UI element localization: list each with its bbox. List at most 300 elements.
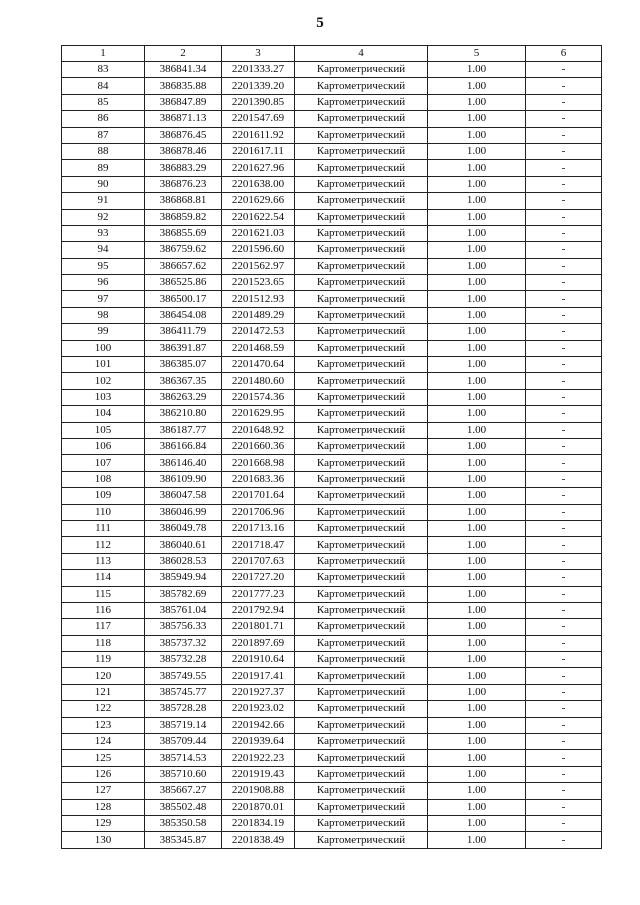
- x-coordinate-cell: 385756.33: [145, 619, 222, 635]
- x-coordinate-cell: 386883.29: [145, 160, 222, 176]
- table-row: [62, 488, 602, 504]
- table-row: [62, 537, 602, 553]
- table-row: [62, 340, 602, 356]
- y-coordinate-cell: 2201470.64: [222, 357, 295, 373]
- y-coordinate-cell: 2201512.93: [222, 291, 295, 307]
- point-number-cell: 121: [62, 684, 145, 700]
- table-row: [62, 438, 602, 454]
- accuracy-cell: 1.00: [428, 701, 526, 717]
- table-row: [62, 799, 602, 815]
- accuracy-cell: 1.00: [428, 537, 526, 553]
- x-coordinate-cell: 385761.04: [145, 602, 222, 618]
- method-cell: Картометрический: [295, 275, 428, 291]
- method-cell: Картометрический: [295, 537, 428, 553]
- column-header-2: 2: [145, 46, 222, 62]
- x-coordinate-cell: 386454.08: [145, 307, 222, 323]
- accuracy-cell: 1.00: [428, 94, 526, 110]
- note-cell: -: [526, 668, 602, 684]
- accuracy-cell: 1.00: [428, 504, 526, 520]
- note-cell: -: [526, 520, 602, 536]
- point-number-cell: 104: [62, 406, 145, 422]
- page-number: 5: [316, 15, 324, 31]
- accuracy-cell: 1.00: [428, 717, 526, 733]
- accuracy-cell: 1.00: [428, 242, 526, 258]
- accuracy-cell: 1.00: [428, 225, 526, 241]
- accuracy-cell: 1.00: [428, 258, 526, 274]
- point-number-cell: 117: [62, 619, 145, 635]
- accuracy-cell: 1.00: [428, 553, 526, 569]
- note-cell: -: [526, 258, 602, 274]
- table-row: [62, 570, 602, 586]
- point-number-cell: 112: [62, 537, 145, 553]
- method-cell: Картометрический: [295, 783, 428, 799]
- method-cell: Картометрический: [295, 127, 428, 143]
- note-cell: -: [526, 488, 602, 504]
- accuracy-cell: 1.00: [428, 586, 526, 602]
- point-number-cell: 111: [62, 520, 145, 536]
- point-number-cell: 115: [62, 586, 145, 602]
- note-cell: -: [526, 766, 602, 782]
- accuracy-cell: 1.00: [428, 455, 526, 471]
- y-coordinate-cell: 2201596.60: [222, 242, 295, 258]
- table-header-row: [62, 46, 602, 62]
- table-row: [62, 242, 602, 258]
- table-body: [62, 62, 602, 849]
- table-row: [62, 455, 602, 471]
- y-coordinate-cell: 2201472.53: [222, 324, 295, 340]
- note-cell: -: [526, 340, 602, 356]
- y-coordinate-cell: 2201939.64: [222, 734, 295, 750]
- accuracy-cell: 1.00: [428, 275, 526, 291]
- table-row: [62, 635, 602, 651]
- table-row: [62, 471, 602, 487]
- point-number-cell: 125: [62, 750, 145, 766]
- method-cell: Картометрический: [295, 291, 428, 307]
- method-cell: Картометрический: [295, 734, 428, 750]
- y-coordinate-cell: 2201919.43: [222, 766, 295, 782]
- note-cell: -: [526, 373, 602, 389]
- method-cell: Картометрический: [295, 750, 428, 766]
- accuracy-cell: 1.00: [428, 373, 526, 389]
- x-coordinate-cell: 386871.13: [145, 111, 222, 127]
- accuracy-cell: 1.00: [428, 143, 526, 159]
- point-number-cell: 94: [62, 242, 145, 258]
- note-cell: -: [526, 143, 602, 159]
- method-cell: Картометрический: [295, 340, 428, 356]
- x-coordinate-cell: 386868.81: [145, 193, 222, 209]
- accuracy-cell: 1.00: [428, 357, 526, 373]
- y-coordinate-cell: 2201910.64: [222, 652, 295, 668]
- point-number-cell: 97: [62, 291, 145, 307]
- method-cell: Картометрический: [295, 389, 428, 405]
- table-row: [62, 373, 602, 389]
- y-coordinate-cell: 2201489.29: [222, 307, 295, 323]
- y-coordinate-cell: 2201707.63: [222, 553, 295, 569]
- method-cell: Картометрический: [295, 242, 428, 258]
- y-coordinate-cell: 2201701.64: [222, 488, 295, 504]
- note-cell: -: [526, 406, 602, 422]
- y-coordinate-cell: 2201627.96: [222, 160, 295, 176]
- table-row: [62, 389, 602, 405]
- x-coordinate-cell: 385714.53: [145, 750, 222, 766]
- accuracy-cell: 1.00: [428, 389, 526, 405]
- x-coordinate-cell: 386391.87: [145, 340, 222, 356]
- point-number-cell: 129: [62, 815, 145, 831]
- point-number-cell: 99: [62, 324, 145, 340]
- table-row: [62, 832, 602, 848]
- x-coordinate-cell: 386411.79: [145, 324, 222, 340]
- column-header-5: 5: [428, 46, 526, 62]
- method-cell: Картометрический: [295, 520, 428, 536]
- y-coordinate-cell: 2201917.41: [222, 668, 295, 684]
- x-coordinate-cell: 385737.32: [145, 635, 222, 651]
- accuracy-cell: 1.00: [428, 324, 526, 340]
- method-cell: Картометрический: [295, 701, 428, 717]
- method-cell: Картометрический: [295, 94, 428, 110]
- method-cell: Картометрический: [295, 422, 428, 438]
- accuracy-cell: 1.00: [428, 783, 526, 799]
- note-cell: -: [526, 307, 602, 323]
- table-row: [62, 225, 602, 241]
- point-number-cell: 103: [62, 389, 145, 405]
- y-coordinate-cell: 2201523.65: [222, 275, 295, 291]
- note-cell: -: [526, 127, 602, 143]
- y-coordinate-cell: 2201660.36: [222, 438, 295, 454]
- note-cell: -: [526, 815, 602, 831]
- y-coordinate-cell: 2201838.49: [222, 832, 295, 848]
- table-row: [62, 783, 602, 799]
- point-number-cell: 110: [62, 504, 145, 520]
- accuracy-cell: 1.00: [428, 766, 526, 782]
- table-row: [62, 324, 602, 340]
- point-number-cell: 102: [62, 373, 145, 389]
- method-cell: Картометрический: [295, 373, 428, 389]
- method-cell: Картометрический: [295, 668, 428, 684]
- table-row: [62, 291, 602, 307]
- accuracy-cell: 1.00: [428, 799, 526, 815]
- table-row: [62, 422, 602, 438]
- x-coordinate-cell: 386847.89: [145, 94, 222, 110]
- y-coordinate-cell: 2201574.36: [222, 389, 295, 405]
- note-cell: -: [526, 570, 602, 586]
- note-cell: -: [526, 734, 602, 750]
- note-cell: -: [526, 275, 602, 291]
- method-cell: Картометрический: [295, 143, 428, 159]
- x-coordinate-cell: 386855.69: [145, 225, 222, 241]
- note-cell: -: [526, 652, 602, 668]
- accuracy-cell: 1.00: [428, 307, 526, 323]
- point-number-cell: 89: [62, 160, 145, 176]
- table-row: [62, 193, 602, 209]
- column-header-6: 6: [526, 46, 602, 62]
- point-number-cell: 122: [62, 701, 145, 717]
- x-coordinate-cell: 386263.29: [145, 389, 222, 405]
- y-coordinate-cell: 2201727.20: [222, 570, 295, 586]
- method-cell: Картометрический: [295, 307, 428, 323]
- note-cell: -: [526, 553, 602, 569]
- x-coordinate-cell: 386047.58: [145, 488, 222, 504]
- y-coordinate-cell: 2201834.19: [222, 815, 295, 831]
- y-coordinate-cell: 2201339.20: [222, 78, 295, 94]
- note-cell: -: [526, 586, 602, 602]
- table-row: [62, 275, 602, 291]
- note-cell: -: [526, 291, 602, 307]
- table-row: [62, 307, 602, 323]
- y-coordinate-cell: 2201617.11: [222, 143, 295, 159]
- note-cell: -: [526, 62, 602, 78]
- method-cell: Картометрический: [295, 471, 428, 487]
- table-row: [62, 504, 602, 520]
- method-cell: Картометрический: [295, 357, 428, 373]
- table-row: [62, 209, 602, 225]
- method-cell: Картометрический: [295, 78, 428, 94]
- point-number-cell: 85: [62, 94, 145, 110]
- accuracy-cell: 1.00: [428, 635, 526, 651]
- note-cell: -: [526, 324, 602, 340]
- method-cell: Картометрический: [295, 225, 428, 241]
- x-coordinate-cell: 386876.23: [145, 176, 222, 192]
- note-cell: -: [526, 471, 602, 487]
- point-number-cell: 90: [62, 176, 145, 192]
- accuracy-cell: 1.00: [428, 750, 526, 766]
- column-header-4: 4: [295, 46, 428, 62]
- x-coordinate-cell: 385749.55: [145, 668, 222, 684]
- x-coordinate-cell: 386028.53: [145, 553, 222, 569]
- method-cell: Картометрический: [295, 324, 428, 340]
- accuracy-cell: 1.00: [428, 127, 526, 143]
- method-cell: Картометрический: [295, 570, 428, 586]
- note-cell: -: [526, 537, 602, 553]
- method-cell: Картометрический: [295, 602, 428, 618]
- accuracy-cell: 1.00: [428, 520, 526, 536]
- x-coordinate-cell: 386835.88: [145, 78, 222, 94]
- method-cell: Картометрический: [295, 553, 428, 569]
- y-coordinate-cell: 2201468.59: [222, 340, 295, 356]
- method-cell: Картометрический: [295, 717, 428, 733]
- y-coordinate-cell: 2201333.27: [222, 62, 295, 78]
- note-cell: -: [526, 389, 602, 405]
- y-coordinate-cell: 2201480.60: [222, 373, 295, 389]
- note-cell: -: [526, 619, 602, 635]
- x-coordinate-cell: 386525.86: [145, 275, 222, 291]
- point-number-cell: 88: [62, 143, 145, 159]
- table-row: [62, 406, 602, 422]
- table-row: [62, 143, 602, 159]
- y-coordinate-cell: 2201621.03: [222, 225, 295, 241]
- method-cell: Картометрический: [295, 635, 428, 651]
- table-row: [62, 111, 602, 127]
- accuracy-cell: 1.00: [428, 176, 526, 192]
- method-cell: Картометрический: [295, 406, 428, 422]
- y-coordinate-cell: 2201390.85: [222, 94, 295, 110]
- x-coordinate-cell: 386046.99: [145, 504, 222, 520]
- accuracy-cell: 1.00: [428, 340, 526, 356]
- point-number-cell: 87: [62, 127, 145, 143]
- point-number-cell: 123: [62, 717, 145, 733]
- y-coordinate-cell: 2201718.47: [222, 537, 295, 553]
- table-row: [62, 619, 602, 635]
- point-number-cell: 92: [62, 209, 145, 225]
- coordinates-table: [61, 45, 602, 849]
- point-number-cell: 83: [62, 62, 145, 78]
- y-coordinate-cell: 2201897.69: [222, 635, 295, 651]
- y-coordinate-cell: 2201547.69: [222, 111, 295, 127]
- table-row: [62, 815, 602, 831]
- table-row: [62, 652, 602, 668]
- method-cell: Картометрический: [295, 160, 428, 176]
- table-row: [62, 734, 602, 750]
- accuracy-cell: 1.00: [428, 160, 526, 176]
- point-number-cell: 106: [62, 438, 145, 454]
- note-cell: -: [526, 438, 602, 454]
- note-cell: -: [526, 209, 602, 225]
- y-coordinate-cell: 2201922.23: [222, 750, 295, 766]
- method-cell: Картометрический: [295, 684, 428, 700]
- x-coordinate-cell: 386385.07: [145, 357, 222, 373]
- y-coordinate-cell: 2201801.71: [222, 619, 295, 635]
- x-coordinate-cell: 385709.44: [145, 734, 222, 750]
- note-cell: -: [526, 684, 602, 700]
- table-row: [62, 750, 602, 766]
- accuracy-cell: 1.00: [428, 193, 526, 209]
- note-cell: -: [526, 225, 602, 241]
- point-number-cell: 128: [62, 799, 145, 815]
- x-coordinate-cell: 386878.46: [145, 143, 222, 159]
- table-row: [62, 258, 602, 274]
- x-coordinate-cell: 386146.40: [145, 455, 222, 471]
- accuracy-cell: 1.00: [428, 832, 526, 848]
- y-coordinate-cell: 2201638.00: [222, 176, 295, 192]
- accuracy-cell: 1.00: [428, 734, 526, 750]
- x-coordinate-cell: 386500.17: [145, 291, 222, 307]
- point-number-cell: 84: [62, 78, 145, 94]
- table-row: [62, 160, 602, 176]
- point-number-cell: 105: [62, 422, 145, 438]
- y-coordinate-cell: 2201870.01: [222, 799, 295, 815]
- table-row: [62, 717, 602, 733]
- point-number-cell: 119: [62, 652, 145, 668]
- x-coordinate-cell: 386876.45: [145, 127, 222, 143]
- table-row: [62, 766, 602, 782]
- point-number-cell: 124: [62, 734, 145, 750]
- x-coordinate-cell: 385745.77: [145, 684, 222, 700]
- x-coordinate-cell: 385728.28: [145, 701, 222, 717]
- note-cell: -: [526, 635, 602, 651]
- x-coordinate-cell: 385732.28: [145, 652, 222, 668]
- y-coordinate-cell: 2201713.16: [222, 520, 295, 536]
- point-number-cell: 118: [62, 635, 145, 651]
- x-coordinate-cell: 386040.61: [145, 537, 222, 553]
- x-coordinate-cell: 386841.34: [145, 62, 222, 78]
- point-number-cell: 91: [62, 193, 145, 209]
- method-cell: Картометрический: [295, 799, 428, 815]
- point-number-cell: 95: [62, 258, 145, 274]
- table-row: [62, 602, 602, 618]
- x-coordinate-cell: 386210.80: [145, 406, 222, 422]
- y-coordinate-cell: 2201927.37: [222, 684, 295, 700]
- note-cell: -: [526, 193, 602, 209]
- method-cell: Картометрический: [295, 62, 428, 78]
- y-coordinate-cell: 2201562.97: [222, 258, 295, 274]
- note-cell: -: [526, 111, 602, 127]
- x-coordinate-cell: 386657.62: [145, 258, 222, 274]
- method-cell: Картометрический: [295, 766, 428, 782]
- column-header-3: 3: [222, 46, 295, 62]
- table-row: [62, 357, 602, 373]
- point-number-cell: 114: [62, 570, 145, 586]
- table-row: [62, 553, 602, 569]
- table-row: [62, 94, 602, 110]
- x-coordinate-cell: 385719.14: [145, 717, 222, 733]
- y-coordinate-cell: 2201923.02: [222, 701, 295, 717]
- y-coordinate-cell: 2201792.94: [222, 602, 295, 618]
- accuracy-cell: 1.00: [428, 406, 526, 422]
- note-cell: -: [526, 357, 602, 373]
- method-cell: Картометрический: [295, 815, 428, 831]
- point-number-cell: 96: [62, 275, 145, 291]
- note-cell: -: [526, 242, 602, 258]
- table-row: [62, 127, 602, 143]
- point-number-cell: 86: [62, 111, 145, 127]
- point-number-cell: 108: [62, 471, 145, 487]
- note-cell: -: [526, 160, 602, 176]
- table-row: [62, 78, 602, 94]
- accuracy-cell: 1.00: [428, 815, 526, 831]
- method-cell: Картометрический: [295, 438, 428, 454]
- y-coordinate-cell: 2201706.96: [222, 504, 295, 520]
- method-cell: Картометрический: [295, 832, 428, 848]
- x-coordinate-cell: 385949.94: [145, 570, 222, 586]
- table-row: [62, 701, 602, 717]
- accuracy-cell: 1.00: [428, 62, 526, 78]
- accuracy-cell: 1.00: [428, 668, 526, 684]
- method-cell: Картометрический: [295, 176, 428, 192]
- x-coordinate-cell: 386166.84: [145, 438, 222, 454]
- y-coordinate-cell: 2201668.98: [222, 455, 295, 471]
- point-number-cell: 113: [62, 553, 145, 569]
- table-row: [62, 684, 602, 700]
- x-coordinate-cell: 386187.77: [145, 422, 222, 438]
- accuracy-cell: 1.00: [428, 684, 526, 700]
- x-coordinate-cell: 386049.78: [145, 520, 222, 536]
- method-cell: Картометрический: [295, 619, 428, 635]
- y-coordinate-cell: 2201908.88: [222, 783, 295, 799]
- note-cell: -: [526, 750, 602, 766]
- point-number-cell: 109: [62, 488, 145, 504]
- table-row: [62, 586, 602, 602]
- accuracy-cell: 1.00: [428, 291, 526, 307]
- method-cell: Картометрический: [295, 193, 428, 209]
- point-number-cell: 100: [62, 340, 145, 356]
- point-number-cell: 101: [62, 357, 145, 373]
- note-cell: -: [526, 783, 602, 799]
- note-cell: -: [526, 504, 602, 520]
- accuracy-cell: 1.00: [428, 570, 526, 586]
- note-cell: -: [526, 602, 602, 618]
- accuracy-cell: 1.00: [428, 652, 526, 668]
- note-cell: -: [526, 176, 602, 192]
- accuracy-cell: 1.00: [428, 78, 526, 94]
- note-cell: -: [526, 799, 602, 815]
- column-header-1: 1: [62, 46, 145, 62]
- method-cell: Картометрический: [295, 504, 428, 520]
- x-coordinate-cell: 385350.58: [145, 815, 222, 831]
- x-coordinate-cell: 386759.62: [145, 242, 222, 258]
- method-cell: Картометрический: [295, 209, 428, 225]
- method-cell: Картометрический: [295, 455, 428, 471]
- note-cell: -: [526, 78, 602, 94]
- y-coordinate-cell: 2201629.95: [222, 406, 295, 422]
